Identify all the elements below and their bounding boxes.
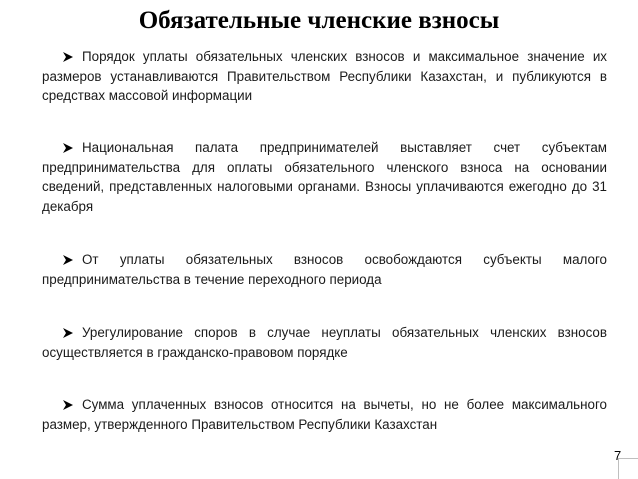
bullet-text: От уплаты обязательных взносов освобождаются субъекты малого предпринимательства в течение переходного периода [42,252,607,287]
bullet-text: Урегулирование споров в случае неуплаты обязательных членских взносов осуществляется в гражданско-правовом порядке [42,325,607,360]
bullet-item [42,47,607,106]
bullet-item [42,323,607,362]
arrow-bullet-icon [62,51,76,63]
bullet-item [42,138,607,216]
slide-title: Обязательные членские взносы [138,7,500,34]
bullet-text: Национальная палата предпринимателей выставляет счет субъектам предпринимательства для оплаты обязательного членского взноса на основании сведений, представленных налоговыми органами. Взносы уплачиваются ежегодно до 31 декабря [42,140,607,214]
bullet-item [42,395,607,434]
arrow-bullet-icon [62,142,76,154]
bullet-item [42,250,607,289]
arrow-bullet-icon [62,254,76,266]
arrow-bullet-icon [62,399,76,411]
arrow-bullet-icon [62,327,76,339]
page-number: 7 [614,448,622,463]
bullet-text: Сумма уплаченных взносов относится на вычеты, но не более максимального размер, утвержденного Правительством Республики Казахстан [42,397,607,432]
bullet-text: Порядок уплаты обязательных членских взносов и максимальное значение их размеров устанавливаются Правительством Республики Казахстан, и публикуются в средствах массовой информации [42,49,607,103]
